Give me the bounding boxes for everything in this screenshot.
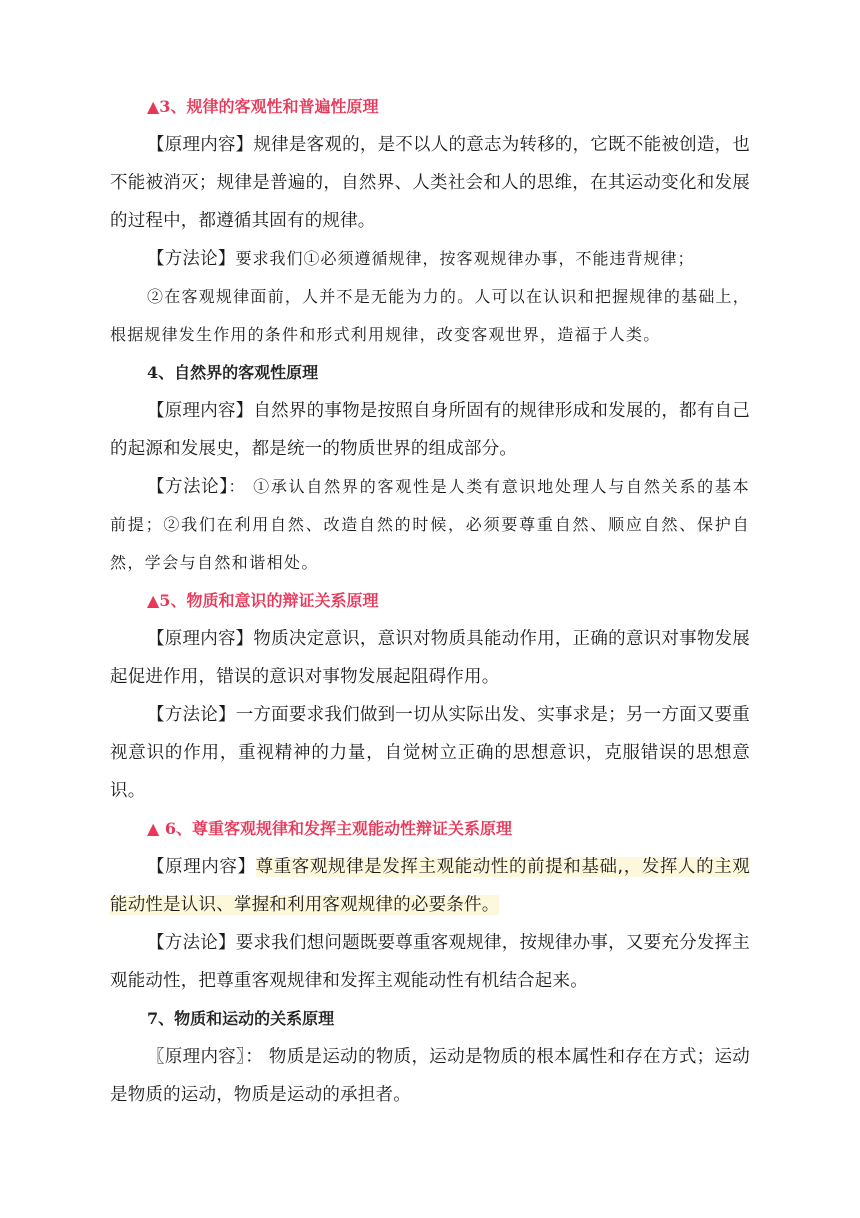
principle-paragraph <box>110 848 750 924</box>
principle-text: ： 物质是运动的物质，运动是物质的根本属性和存在方式；运动是物质的运动，物质是运动的承担者。 <box>110 1047 750 1105</box>
principle-text: 规律是客观的，是不以人的意志为转移的，它既不能被创造，也不能被消灭；规律是普遍的，自然界、人类社会和人的思维，在其运动变化和发展的过程中，都遵循其固有的规律。 <box>110 135 750 231</box>
methodology-paragraph <box>110 240 750 278</box>
document-content <box>110 88 750 1114</box>
section-heading: 4、自然界的客观性原理 <box>147 363 319 382</box>
methodology-paragraph <box>110 924 750 1000</box>
methodology-text: 一方面要求我们做到一切从实际出发、实事求是；另一方面又要重视意识的作用，重视精神的力量，自觉树立正确的思想意识，克服错误的思想意识。 <box>110 705 750 801</box>
section-heading: ▲5、物质和意识的辩证关系原理 <box>147 591 379 610</box>
methodology-paragraph <box>110 468 750 582</box>
principle-text-highlighted: 尊重客观规律是发挥主观能动性的前提和基础,，发挥人的主观能动性是认识、掌握和利用客观规律的必要条件。 <box>110 857 750 915</box>
methodology-paragraph-continued: ②在客观规律面前，人并不是无能为力的。人可以在认识和把握规律的基础上，根据规律发生作用的条件和形式利用规律，改变客观世界，造福于人类。 <box>110 287 750 344</box>
principle-label: 〖原理内容〗 <box>147 1047 246 1067</box>
methodology-label: 【方法论】 <box>147 705 236 725</box>
principle-text: 自然界的事物是按照自身所固有的规律形成和发展的，都有自己的起源和发展史，都是统一的物质世界的组成部分。 <box>110 401 750 459</box>
principle-paragraph <box>110 620 750 696</box>
principle-paragraph <box>110 126 750 240</box>
section-heading: 7、物质和运动的关系原理 <box>147 1009 335 1028</box>
methodology-text: ： ①承认自然界的客观性是人类有意识地处理人与自然关系的基本前提；②我们在利用自然、改造自然的时候，必须要尊重自然、顺应自然、保护自然，学会与自然和谐相处。 <box>110 477 751 572</box>
methodology-text: 要求我们想问题既要尊重客观规律，按规律办事，又要充分发挥主观能动性，把尊重客观规律和发挥主观能动性有机结合起来。 <box>110 933 750 991</box>
methodology-label: 【方法论】 <box>147 933 236 953</box>
methodology-paragraph <box>110 696 750 810</box>
principle-label: 【原理内容】 <box>147 135 254 155</box>
principle-paragraph <box>110 392 750 468</box>
methodology-label: 【方法论】 <box>147 477 229 497</box>
methodology-text: 要求我们①必须遵循规律，按客观规律办事，不能违背规律； <box>235 249 695 268</box>
principle-label: 【原理内容】 <box>147 629 254 649</box>
methodology-label: 【方法论】 <box>147 249 236 269</box>
principle-paragraph <box>110 1038 750 1114</box>
section-heading: ▲3、规律的客观性和普遍性原理 <box>147 97 379 116</box>
section-heading: ▲ 6、尊重客观规律和发挥主观能动性辩证关系原理 <box>147 819 513 838</box>
principle-label: 【原理内容】 <box>147 857 256 877</box>
principle-text: 物质决定意识，意识对物质具能动作用，正确的意识对事物发展起促进作用，错误的意识对事物发展起阻碍作用。 <box>110 629 750 687</box>
principle-label: 【原理内容】 <box>147 401 254 421</box>
